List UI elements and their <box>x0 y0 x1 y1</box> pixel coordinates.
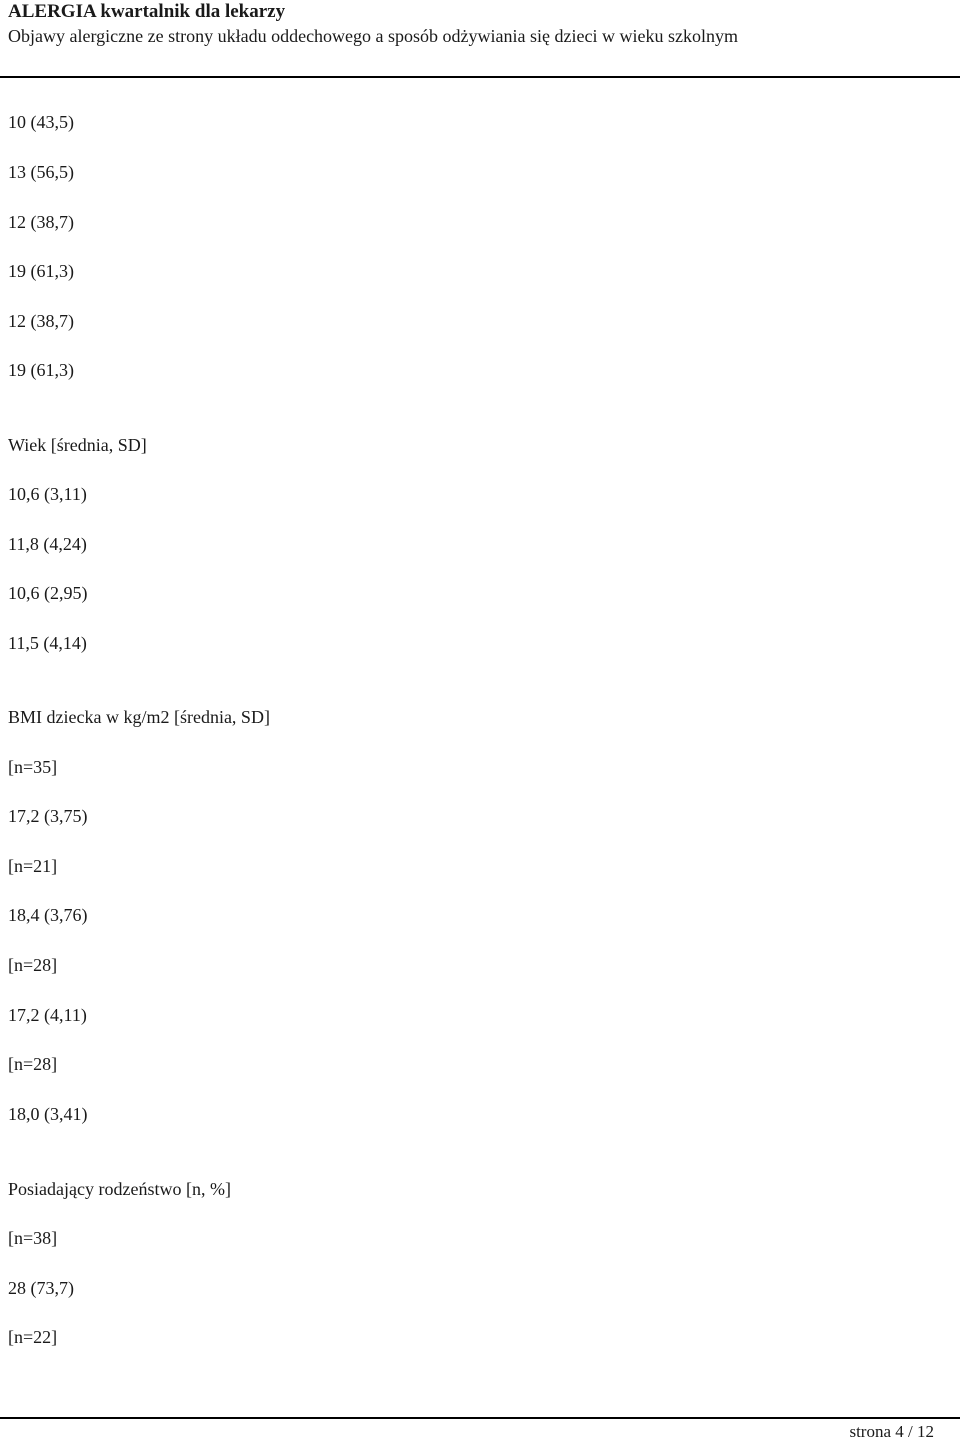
text-line: 12 (38,7) <box>8 311 74 331</box>
text-line: Wiek [średnia, SD] <box>8 435 147 455</box>
article-title: Objawy alergiczne ze strony układu oddechowego a sposób odżywiania się dzieci w wieku szkolnym <box>8 26 738 46</box>
text-line: 11,5 (4,14) <box>8 633 87 653</box>
text-line: 17,2 (3,75) <box>8 806 88 826</box>
text-line: 17,2 (4,11) <box>8 1005 87 1025</box>
page-header <box>0 0 960 78</box>
text-line: 18,0 (3,41) <box>8 1104 88 1124</box>
text-line: 28 (73,7) <box>8 1278 74 1298</box>
text-line: 10,6 (2,95) <box>8 583 88 603</box>
text-line: 10,6 (3,11) <box>8 484 87 504</box>
text-line: [n=35] <box>8 757 58 777</box>
text-line: 13 (56,5) <box>8 162 74 182</box>
text-line: 19 (61,3) <box>8 360 74 380</box>
text-line: 18,4 (3,76) <box>8 905 88 925</box>
text-line: 12 (38,7) <box>8 212 74 232</box>
text-line: [n=28] <box>8 1054 58 1074</box>
text-line: [n=22] <box>8 1327 58 1347</box>
text-line: Posiadający rodzeństwo [n, %] <box>8 1179 231 1199</box>
text-line: [n=21] <box>8 856 58 876</box>
journal-title: ALERGIA kwartalnik dla lekarzy <box>8 1 286 22</box>
page-number: strona 4 / 12 <box>849 1422 934 1441</box>
page-footer <box>0 1417 960 1440</box>
text-line: 11,8 (4,24) <box>8 534 87 554</box>
text-line: 10 (43,5) <box>8 112 74 132</box>
text-line: [n=28] <box>8 955 58 975</box>
text-line: 19 (61,3) <box>8 261 74 281</box>
text-line: BMI dziecka w kg/m2 [średnia, SD] <box>8 707 270 727</box>
text-line: [n=38] <box>8 1228 58 1248</box>
